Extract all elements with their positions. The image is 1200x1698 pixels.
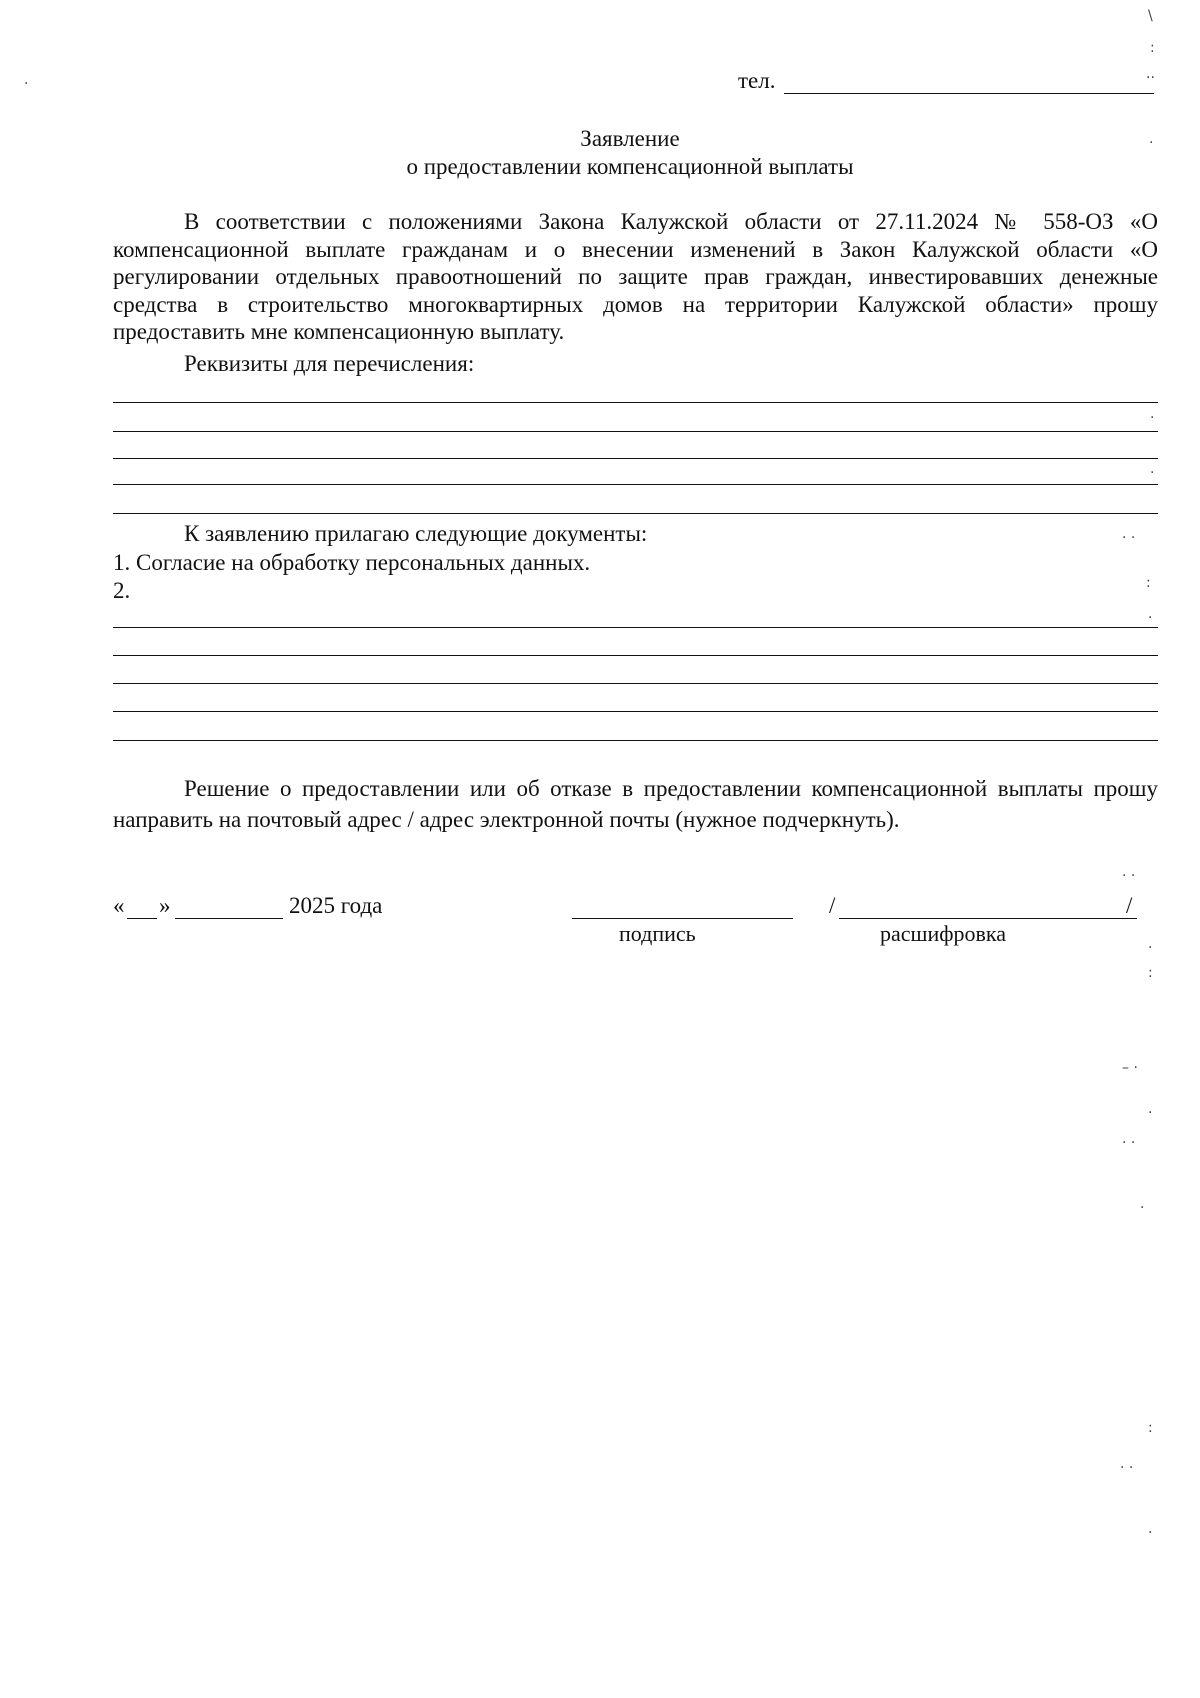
requisites-blank-line xyxy=(113,402,1158,403)
decoding-blank-line xyxy=(839,918,1137,919)
tel-blank-line xyxy=(784,71,1154,94)
signature-caption: подпись xyxy=(619,921,696,946)
document-title: Заявление xyxy=(580,126,680,151)
attachment-item: 1. Согласие на обработку персональных данных. xyxy=(113,550,591,575)
signature-blank-line xyxy=(572,918,793,919)
attachments-blank-line xyxy=(113,655,1158,656)
request-paragraph: В соответствии с положениями Закона Калужской области от 27.11.2024 № 558-ОЗ «О компенсационной выплате гражданам и о внесении изменений в Закон Калужской области «О регулировании отдельных правоотношений по защите прав граждан, инвестировавших денежные средства в строительство многоквартирных домов на территории Калужской области» прошу предоставить мне компенсационную выплату. xyxy=(113,209,1158,344)
date-open-quote: « xyxy=(113,893,125,918)
slash-separator: / xyxy=(1126,893,1133,918)
attachments-blank-line xyxy=(113,683,1158,684)
slash-separator: / xyxy=(829,893,836,918)
attachment-item: 2. xyxy=(113,578,131,603)
requisites-blank-line xyxy=(113,513,1158,514)
attachments-blank-line xyxy=(113,627,1158,628)
requisites-label: Реквизиты для перечисления: xyxy=(184,351,475,376)
requisites-blank-line xyxy=(113,484,1158,485)
attachments-blank-line xyxy=(113,740,1158,741)
year-text: 2025 года xyxy=(289,893,383,918)
day-blank-line xyxy=(127,918,157,919)
decoding-caption: расшифровка xyxy=(880,921,1007,946)
month-blank-line xyxy=(175,918,283,919)
attachments-blank-line xyxy=(113,711,1158,712)
tel-label: тел. xyxy=(738,68,776,93)
date-close-quote: » xyxy=(159,893,171,918)
document-page: тел. Заявление о предоставлении компенсационной выплаты В соответствии с положениями Закона Калужской области от 27.11.2024 № 558-ОЗ «О компенсационной выплате гражданам и о внесении изменений в Закон Калужской области «О регулировании отдельных правоотношений по защите прав граждан, инвестировавших денежные средства в строительство многоквартирных домов на территории Калужской области» прошу предоставить мне компенсационную выплату. Реквизиты для перечисления: К заявлению прилагаю следующие документы: 1. Согласие на обработку персональных данных. 2. Решение о предоставлении или об отказе в предоставлении компенсационной выплаты прошу направить на почтовый адрес / адрес электронной почты (нужное подчеркнуть). « » 2025 года / / подпись расшифровка \ : ·· · · · · · : · · · · : – · · · · · : · · · · xyxy=(0,0,1200,1698)
decision-paragraph: Решение о предоставлении или об отказе в предоставлении компенсационной выплаты прошу направить на почтовый адрес / адрес электронной почты (нужное подчеркнуть). xyxy=(113,776,1158,832)
attachments-heading: К заявлению прилагаю следующие документы: xyxy=(184,521,648,546)
requisites-blank-line xyxy=(113,431,1158,432)
document-subtitle: о предоставлении компенсационной выплаты xyxy=(406,154,854,179)
tel-field xyxy=(738,68,1154,94)
requisites-blank-line xyxy=(113,458,1158,459)
